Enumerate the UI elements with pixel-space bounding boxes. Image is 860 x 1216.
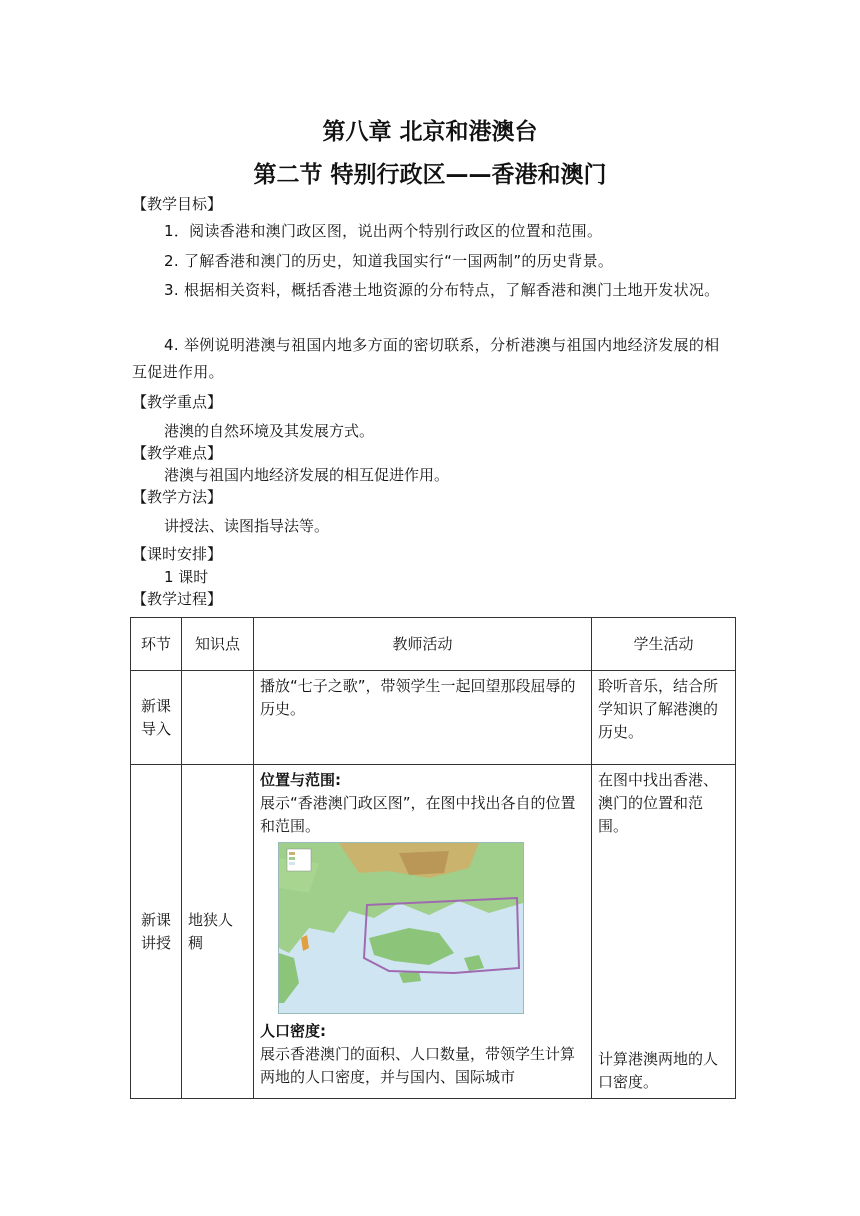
knowledge-cell	[182, 671, 254, 765]
key-points-heading: 【教学重点】	[132, 393, 223, 411]
teacher-cell	[254, 765, 592, 1099]
schedule-text: 1 课时	[164, 568, 209, 586]
student-text-2: 计算港澳两地的人口密度。	[598, 1050, 719, 1091]
process-heading: 【教学过程】	[132, 590, 223, 608]
student-text-1: 在图中找出香港、澳门的位置和范围。	[598, 771, 719, 835]
objective-3: 3. 根据相关资料，概括香港土地资源的分布特点，了解香港和澳门土地开发状况。	[164, 281, 720, 299]
section-title: 第二节 特别行政区——香港和澳门	[253, 162, 607, 188]
knowledge-cell: 地狭人稠	[182, 765, 254, 1099]
table-header-row	[131, 618, 736, 671]
stage-cell: 新课讲授	[131, 765, 182, 1099]
header-knowledge: 知识点	[182, 618, 254, 671]
hong-kong-macau-map-icon	[278, 842, 524, 1014]
header-teacher: 教师活动	[254, 618, 592, 671]
student-cell: 聆听音乐，结合所学知识了解港澳的历史。	[592, 671, 736, 765]
methods-heading: 【教学方法】	[132, 488, 223, 506]
table-row	[131, 671, 736, 765]
difficulties-heading: 【教学难点】	[132, 444, 223, 462]
teacher-cell: 播放“七子之歌”，带领学生一起回望那段屈辱的历史。	[254, 671, 592, 765]
header-student: 学生活动	[592, 618, 736, 671]
location-text: 展示“香港澳门政区图”，在图中找出各自的位置和范围。	[260, 794, 576, 835]
stage-cell: 新课导入	[131, 671, 182, 765]
table-row	[131, 765, 736, 1099]
key-points-text: 港澳的自然环境及其发展方式。	[164, 422, 375, 440]
difficulties-text: 港澳与祖国内地经济发展的相互促进作用。	[164, 466, 450, 484]
location-heading: 位置与范围:	[260, 771, 341, 789]
student-cell	[592, 765, 736, 1099]
population-heading: 人口密度:	[260, 1022, 326, 1040]
spacer	[598, 838, 729, 1048]
methods-text: 讲授法、读图指导法等。	[164, 517, 330, 535]
objective-1: 1．阅读香港和澳门政区图，说出两个特别行政区的位置和范围。	[164, 222, 603, 240]
chapter-title: 第八章 北京和港澳台	[322, 119, 538, 145]
objective-4: 4. 举例说明港澳与祖国内地多方面的密切联系，分析港澳与祖国内地经济发展的相互促进作用。	[132, 336, 720, 381]
objective-2: 2. 了解香港和澳门的历史，知道我国实行“一国两制”的历史背景。	[164, 252, 614, 270]
objectives-heading: 【教学目标】	[132, 195, 223, 213]
header-stage: 环节	[131, 618, 182, 671]
schedule-heading: 【课时安排】	[132, 545, 223, 563]
population-text: 展示香港澳门的面积、人口数量，带领学生计算两地的人口密度，并与国内、国际城市	[260, 1045, 576, 1086]
teaching-process-table	[130, 617, 736, 1099]
